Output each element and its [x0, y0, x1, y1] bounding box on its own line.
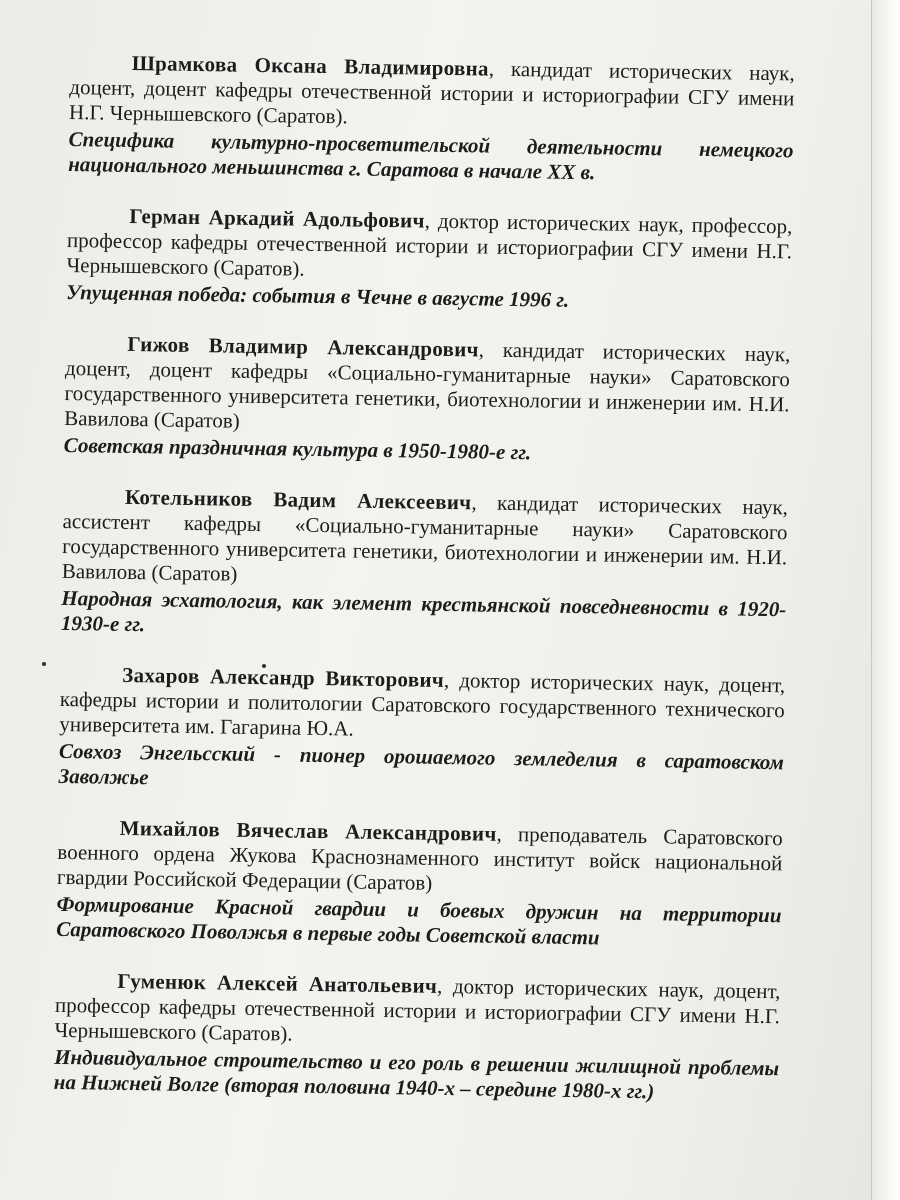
- participant-info: [57, 815, 783, 901]
- participant-entry: [56, 815, 783, 953]
- participant-details: , доктор исторических наук, доцент, кафедры истории и политологии Саратовского государственного технического университета им. Гагарина Ю.А.: [59, 667, 786, 741]
- page-edge: [871, 0, 900, 1200]
- report-title: Упущенная победа: события в Чечне в августе 1996 г.: [66, 279, 570, 312]
- participant-details: , доктор исторических наук, доцент, профессор кафедры отечественной истории и историографии СГУ имени Н.Г. Чернышевского (Саратов).: [54, 973, 781, 1046]
- report-title: Народная эсхатология, как элемент крестьянской повседневности в 1920-1930-е гг.: [60, 585, 787, 637]
- report-title: Советская праздничная культура в 1950-1980-е гг.: [63, 432, 532, 465]
- participant-info: [66, 203, 792, 289]
- participant-entry: [66, 203, 793, 316]
- participant-name: Котельников Вадим Алексеевич: [124, 484, 472, 515]
- participant-name: Шрамкова Оксана Владимировна: [131, 50, 490, 81]
- participant-details: , доктор исторических наук, профессор, профессор кафедры отечественной истории и историографии СГУ имени Н.Г. Чернышевского (Саратов).: [66, 208, 793, 281]
- participant-details: , кандидат исторических наук, ассистент кафедры «Социально-гуманитарные науки» Саратовского государственного университета генетики, биотехнологии и инженерии им. Н.И. Вавилова (Саратов): [61, 490, 789, 586]
- participant-entry: [64, 331, 791, 469]
- participant-details: , кандидат исторических наук, доцент, доцент кафедры отечественной истории и историографии СГУ имени Н.Г. Чернышевского (Саратов).: [68, 56, 795, 129]
- participant-info: [59, 662, 785, 748]
- participant-info: [62, 484, 788, 595]
- participant-entry: [58, 662, 785, 800]
- participant-info: [54, 968, 780, 1054]
- participant-info: [69, 50, 795, 136]
- report-title: Специфика культурно-просветительской деятельности немецкого национального меньшинства г. Саратова в начале XX в.: [68, 126, 794, 185]
- report-title: Совхоз Энгельсский - пионер орошаемого земледелия в саратовском Заволжье: [58, 738, 785, 790]
- participant-name: Михайлов Вячеслав Александрович: [119, 815, 497, 846]
- participant-entry: [61, 484, 788, 647]
- participant-name: Захаров Александр Викторович: [122, 662, 445, 692]
- participants-list: [53, 50, 795, 1132]
- report-title: Индивидуальное строительство и его роль в решении жилищной проблемы на Нижней Волге (вторая половина 1940-х – середине 1980-х гг.): [53, 1044, 780, 1104]
- report-title: Формирование Красной гвардии и боевых дружин на территории Саратовского Поволжья в первые годы Советской власти: [56, 891, 782, 950]
- participant-entry: [68, 50, 795, 188]
- participant-info: [64, 331, 790, 442]
- participant-details: , кандидат исторических наук, доцент, доцент кафедры «Социально-гуманитарные науки» Саратовского государственного университета генетики, биотехнологии и инженерии им. Н.И. Вавилова (Саратов): [64, 337, 791, 433]
- speck-mark: [42, 662, 46, 666]
- participant-name: Гижов Владимир Александрович: [127, 331, 479, 362]
- participant-entry: [54, 968, 781, 1106]
- participant-name: Герман Аркадий Адольфович: [129, 203, 425, 233]
- participant-name: Гуменюк Алексей Анатольевич: [117, 968, 438, 998]
- participant-details: , преподаватель Саратовского военного ордена Жукова Краснознаменного институт войск национальной гвардии Российской Федерации (Саратов): [56, 821, 783, 895]
